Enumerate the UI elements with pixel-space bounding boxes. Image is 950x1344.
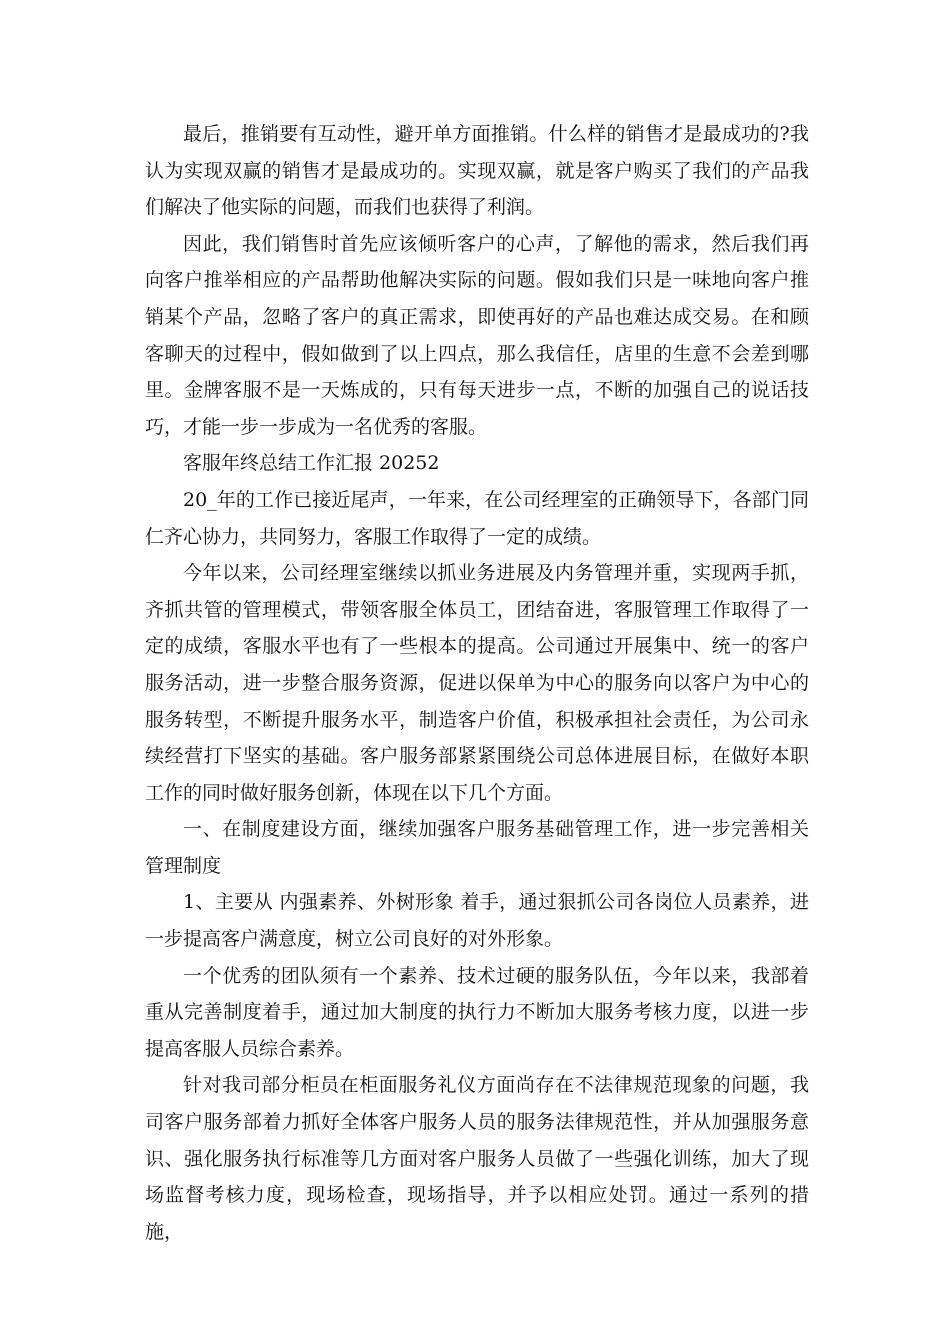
paragraph-year-intro: 20_年的工作已接近尾声，一年来，在公司经理室的正确领导下，各部门同仁齐心协力，共同努力，客服工作取得了一定的成绩。 [145, 488, 809, 548]
heading-system-building: 一、在制度建设方面，继续加强客户服务基础管理工作，进一步完善相关管理制度 [145, 818, 809, 877]
section-title: 客服年终总结工作汇报 20252 [183, 452, 440, 475]
document-body [145, 116, 809, 1250]
paragraph-counter-service: 针对我司部分柜员在柜面服务礼仪方面尚存在不法律规范现象的问题，我司客户服务部着力抓好全体客户服务人员的服务法律规范性，并从加强服务意识、强化服务执行标准等几方面对客户服务人员做了一些强化训练，加大了现场监督考核力度，现场检查，现场指导，并予以相应处罚。通过一系列的措施， [145, 1074, 809, 1243]
paragraph-closing-interaction: 最后，推销要有互动性，避开单方面推销。什么样的销售才是最成功的?我认为实现双赢的销售才是最成功的。实现双赢，就是客户购买了我们的产品我们解决了他实际的问题，而我们也获得了利润。 [145, 123, 809, 219]
list-item-1: 1、主要从 内强素养、外树形象 着手，通过狠抓公司各岗位人员素养，进一步提高客户满意度，树立公司良好的对外形象。 [145, 891, 809, 951]
paragraph-management-model: 今年以来，公司经理室继续以抓业务进展及内务管理并重，实现两手抓，齐抓共管的管理模式，带领客服全体员工，团结奋进，客服管理工作取得了一定的成绩，客服水平也有了一些根本的提高。公司通过开展集中、统一的客户服务活动，进一步整合服务资源，促进以保单为中心的服务向以客户为中心的服务转型，不断提升服务水平，制造客户价值，积极承担社会责任，为公司永续经营打下坚实的基础。客户服务部紧紧围绕公司总体进展目标，在做好本职工作的同时做好服务创新，体现在以下几个方面。 [145, 562, 809, 804]
paragraph-team-quality: 一个优秀的团队须有一个素养、技术过硬的服务队伍，今年以来，我部着重从完善制度着手，通过加大制度的执行力不断加大服务考核力度，以进一步提高客服人员综合素养。 [145, 964, 809, 1060]
paragraph-listen-to-customers: 因此，我们销售时首先应该倾听客户的心声，了解他的需求，然后我们再向客户推举相应的产品帮助他解决实际的问题。假如我们只是一味地向客户推销某个产品，忽略了客户的真正需求，即使再好的产品也难达成交易。在和顾客聊天的过程中，假如做到了以上四点，那么我信任，店里的生意不会差到哪里。金牌客服不是一天炼成的，只有每天进步一点，不断的加强自己的说话技巧，才能一步一步成为一名优秀的客服。 [145, 232, 809, 438]
